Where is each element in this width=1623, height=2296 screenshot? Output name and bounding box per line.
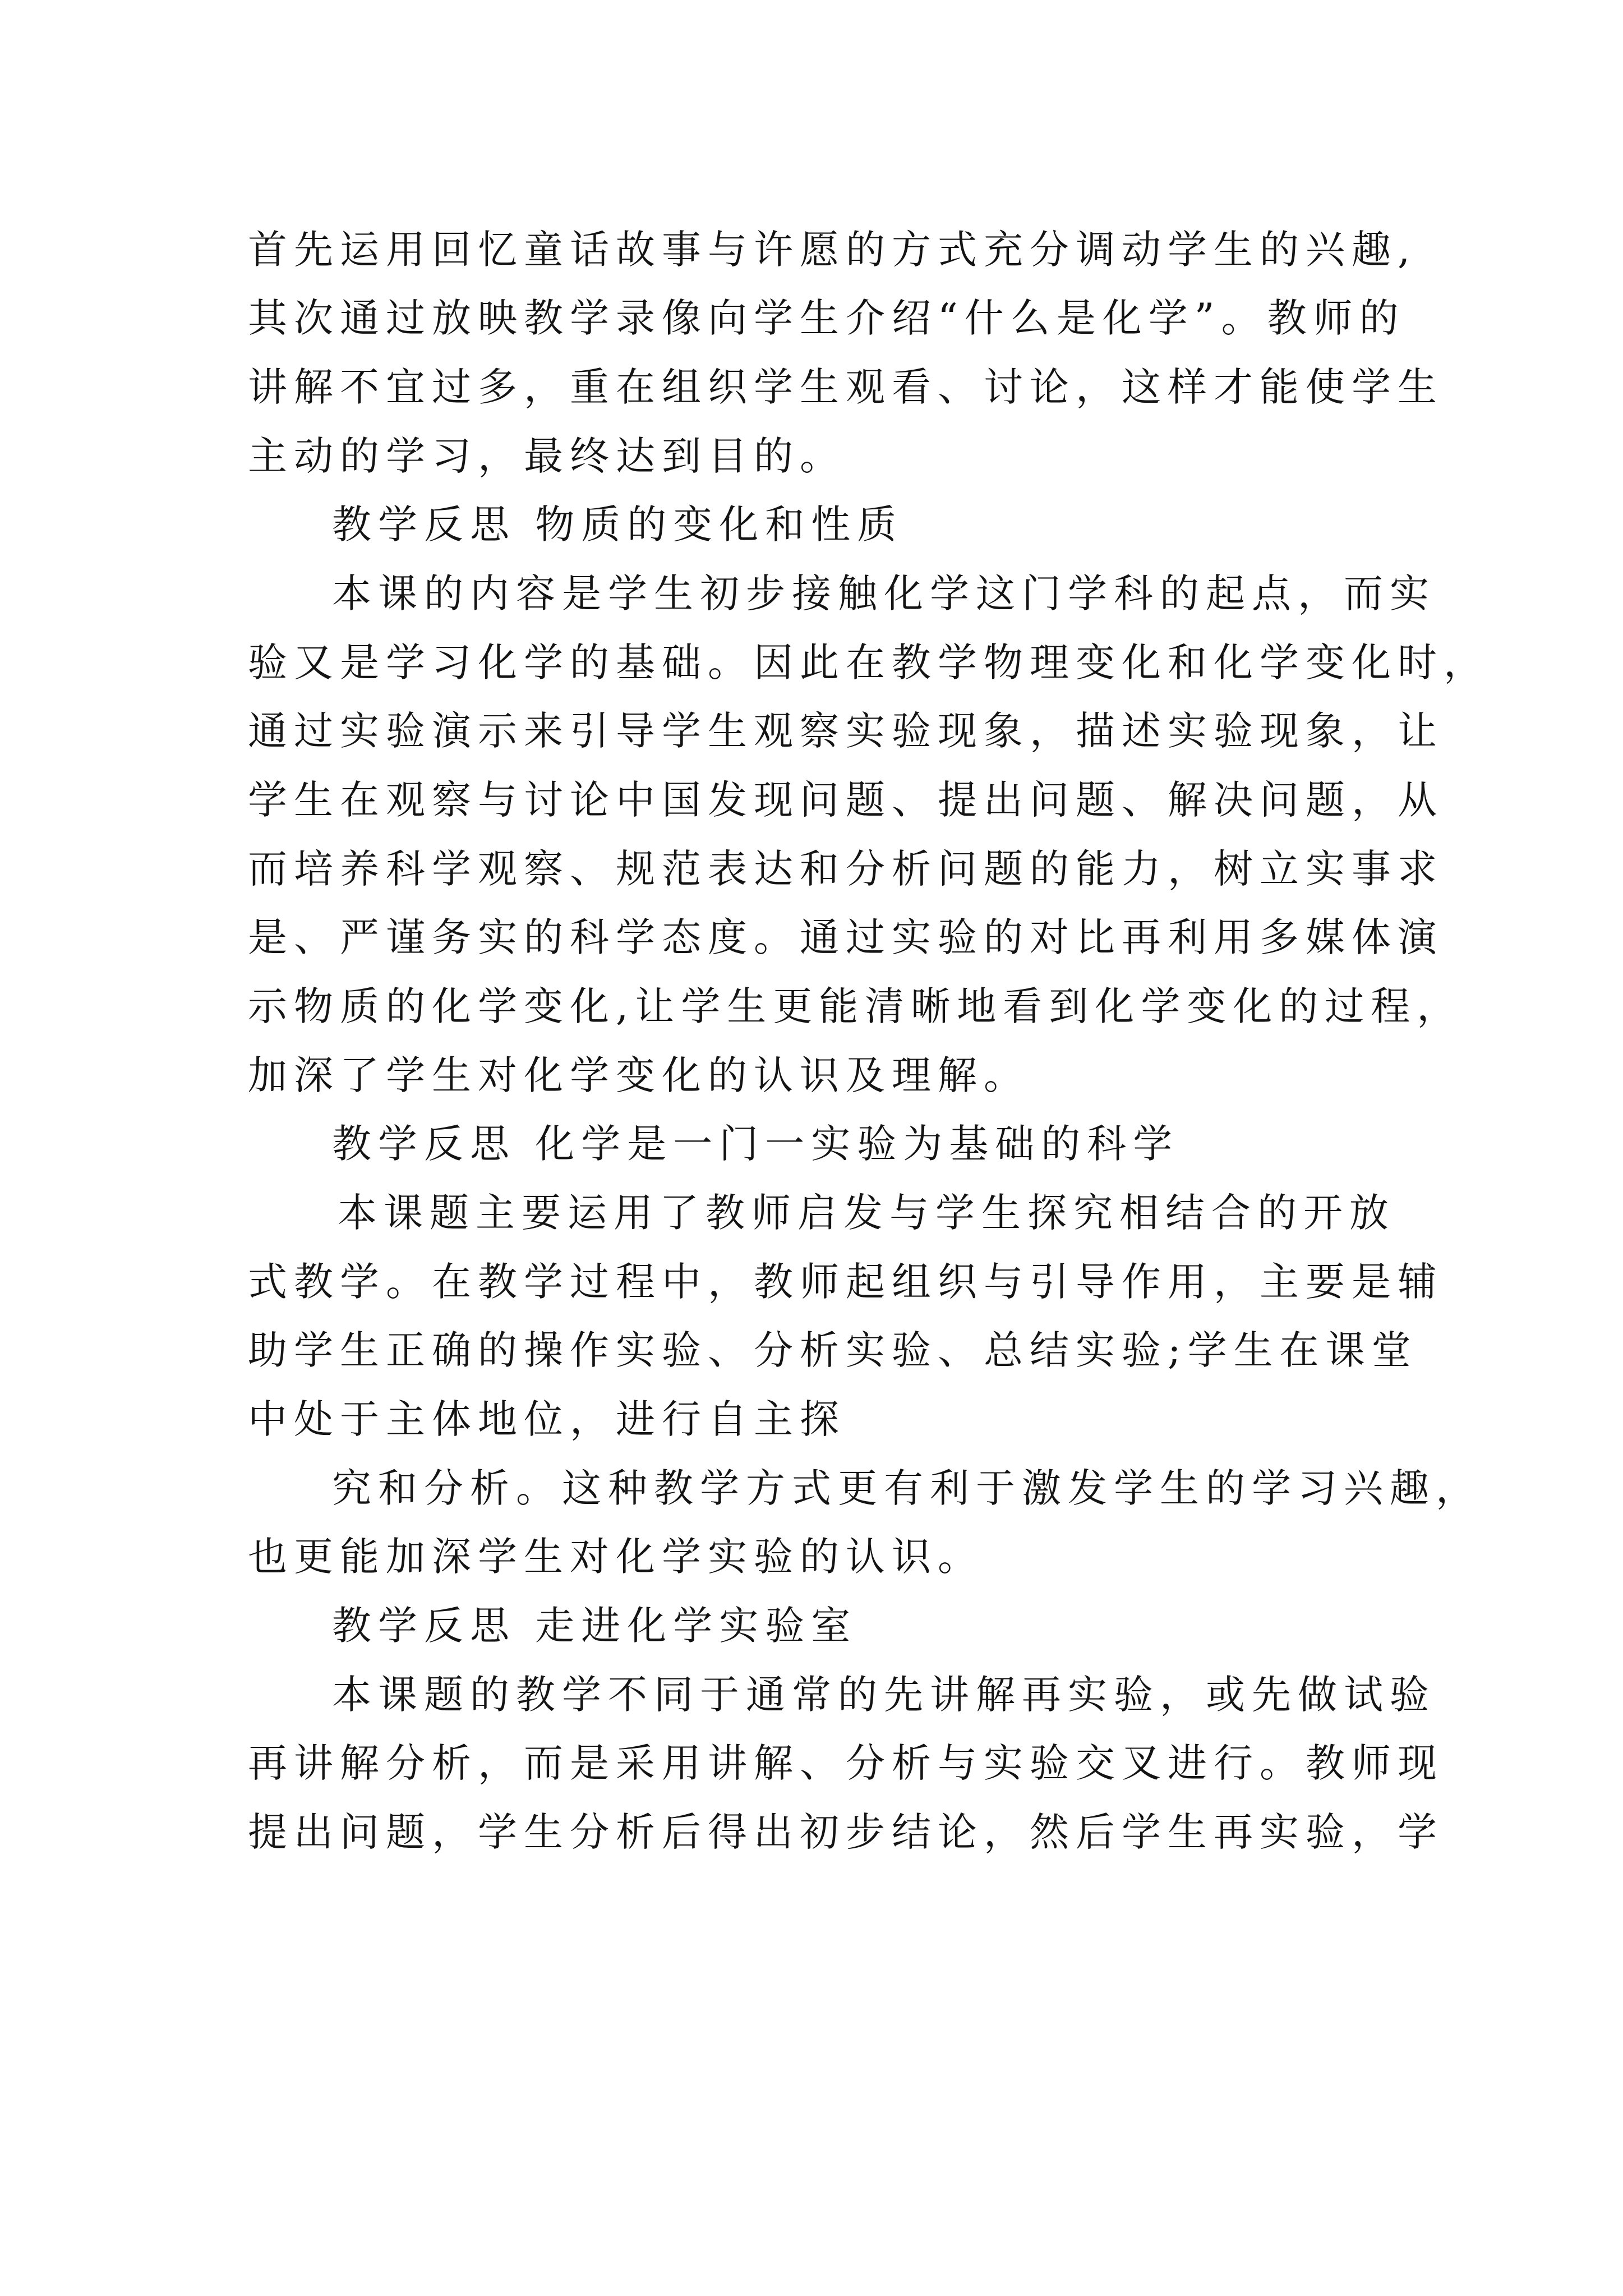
text-line: 验又是学习化学的基础。因此在教学物理变化和化学变化时， [248,639,1490,685]
section-heading: 教学反思 走进化学实验室 [332,1603,857,1649]
text-line: 再讲解分析，而是采用讲解、分析与实验交叉进行。教师现 [248,1740,1444,1786]
text-line: 通过实验演示来引导学生观察实验现象，描述实验现象，让 [248,708,1444,754]
text-line: 究和分析。这种教学方式更有利于激发学生的学习兴趣， [332,1465,1482,1511]
text-line: 提出问题，学生分析后得出初步结论，然后学生再实验，学 [248,1809,1444,1855]
text-line: 主动的学习，最终达到目的。 [248,433,846,479]
text-line: 讲解不宜过多，重在组织学生观看、讨论，这样才能使学生 [248,364,1444,410]
section-heading: 教学反思 化学是一门一实验为基础的科学 [332,1121,1179,1167]
text-line: 首先运用回忆童话故事与许愿的方式充分调动学生的兴趣, [248,227,1417,273]
text-line: 学生在观察与讨论中国发现问题、提出问题、解决问题，从 [248,777,1444,823]
section-heading: 教学反思 物质的变化和性质 [332,501,903,547]
text-line: 是、严谨务实的科学态度。通过实验的对比再利用多媒体演 [248,914,1444,960]
text-line: 示物质的化学变化,让学生更能清晰地看到化学变化的过程， [248,983,1463,1029]
text-line: 加深了学生对化学变化的认识及理解。 [248,1052,1030,1098]
text-line: 本课题主要运用了教师启发与学生探究相结合的开放 [338,1190,1395,1236]
text-line: 助学生正确的操作实验、分析实验、总结实验;学生在课堂 [248,1327,1418,1373]
text-line: 本课的内容是学生初步接触化学这门学科的起点，而实 [332,570,1436,616]
text-line: 而培养科学观察、规范表达和分析问题的能力，树立实事求 [248,846,1444,892]
text-line: 中处于主体地位，进行自主探 [248,1396,846,1442]
text-line: 其次通过放映教学录像向学生介绍“什么是化学”。教师的 [248,295,1405,341]
text-line: 本课题的教学不同于通常的先讲解再实验，或先做试验 [332,1672,1436,1718]
text-line: 式教学。在教学过程中，教师起组织与引导作用，主要是辅 [248,1259,1444,1305]
text-line: 也更能加深学生对化学实验的认识。 [248,1534,984,1580]
